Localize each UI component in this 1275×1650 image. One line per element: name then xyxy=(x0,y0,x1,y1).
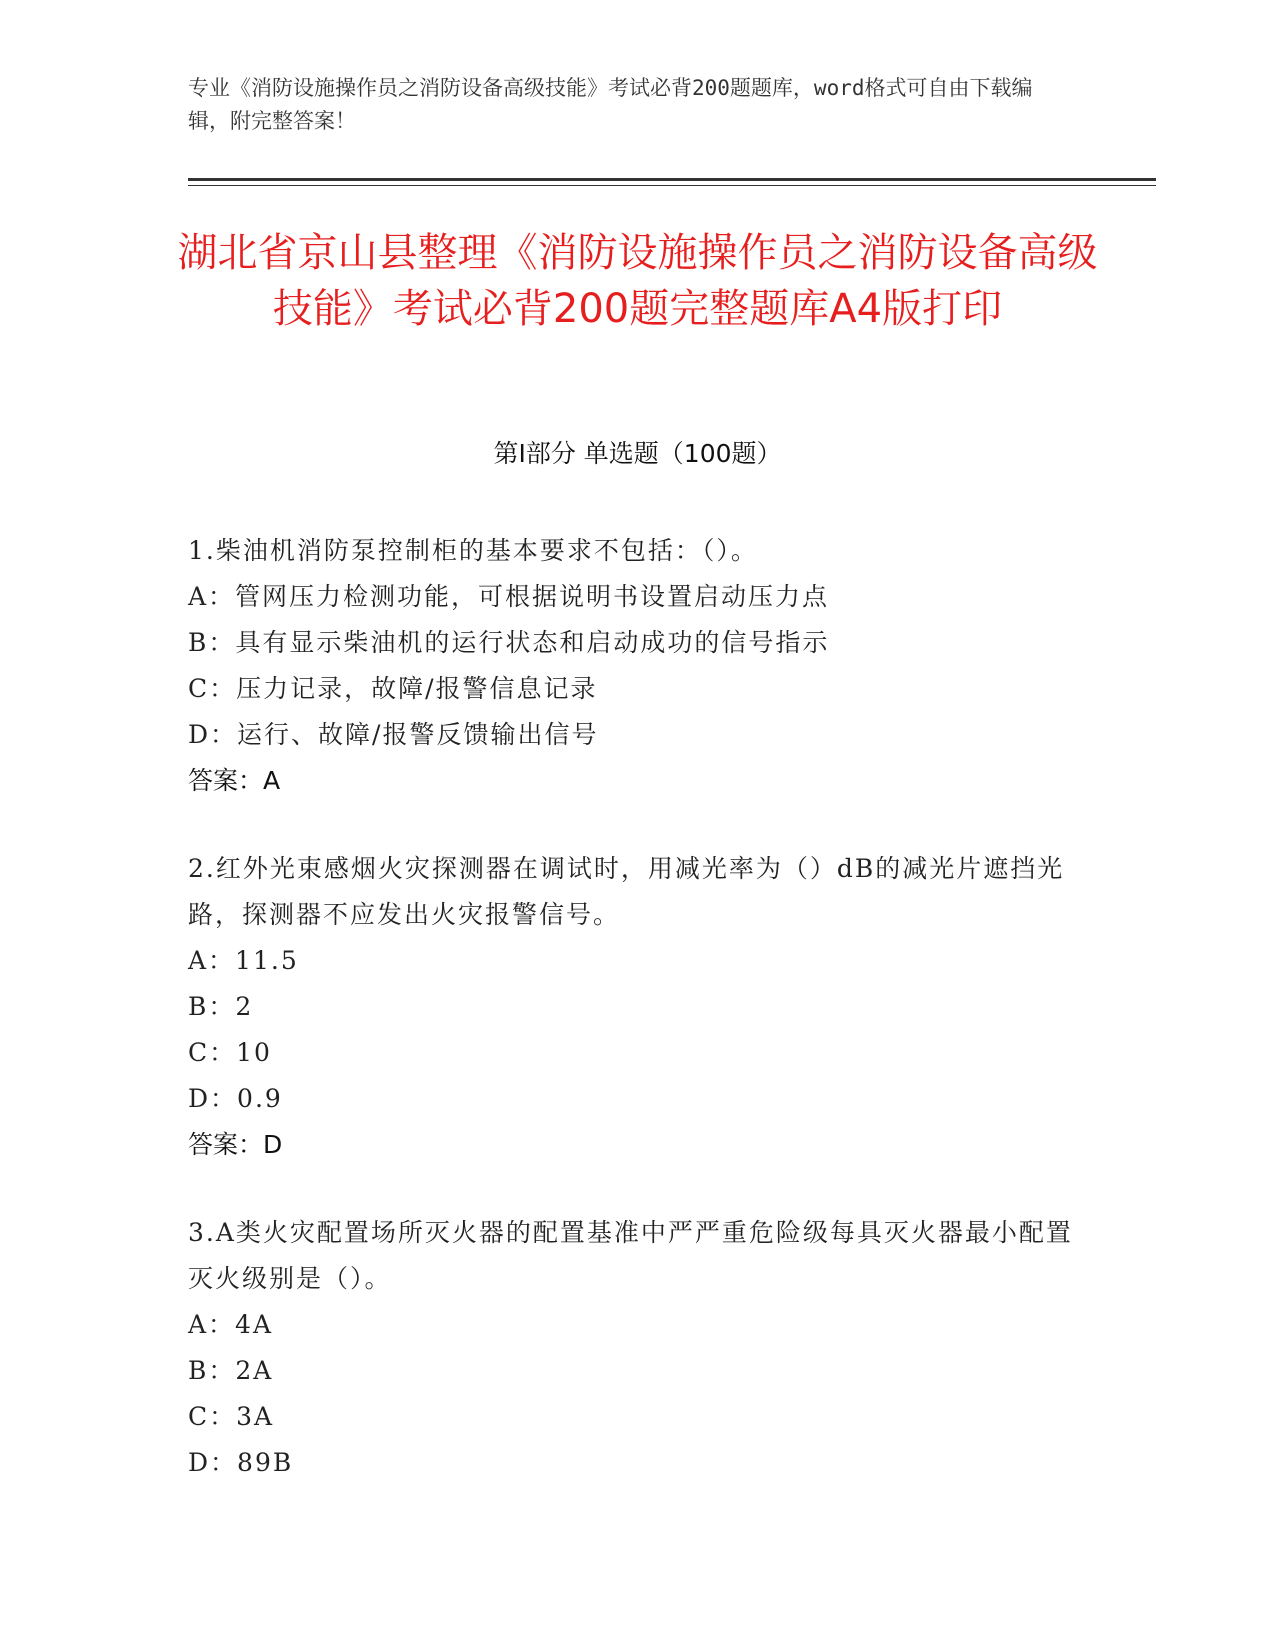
question-text: 3.A类火灾配置场所灭火器的配置基准中严严重危险级每具灭火器最小配置灭火级别是（）。 xyxy=(188,1218,1073,1293)
option-d: D：89B xyxy=(188,1448,294,1477)
section-title: 第Ⅰ部分 单选题（100题） xyxy=(493,439,782,468)
document-title: 湖北省京山县整理《消防设施操作员之消防设备高级技能》考试必背200题完整题库A4版打印 xyxy=(177,230,1098,332)
header-divider-thin xyxy=(188,185,1156,186)
option-c: C：压力记录，故障/报警信息记录 xyxy=(188,674,598,703)
option-a: A：管网压力检测功能，可根据说明书设置启动压力点 xyxy=(188,582,830,611)
question-block xyxy=(188,846,1088,1168)
answer-line: 答案：D xyxy=(188,1130,283,1159)
option-c: C：3A xyxy=(188,1402,275,1431)
option-b: B：2A xyxy=(188,1356,274,1385)
header-note: 专业《消防设施操作员之消防设备高级技能》考试必背200题题库，word格式可自由下载编辑，附完整答案！ xyxy=(188,76,1033,133)
question-text: 2.红外光束感烟火灾探测器在调试时，用减光率为（）dB的减光片遮挡光路，探测器不应发出火灾报警信号。 xyxy=(188,854,1065,929)
option-d: D：0.9 xyxy=(188,1084,283,1113)
question-block xyxy=(188,1210,1088,1486)
answer-line: 答案：A xyxy=(188,766,281,795)
option-a: A：11.5 xyxy=(188,946,299,975)
option-d: D：运行、故障/报警反馈输出信号 xyxy=(188,720,599,749)
option-b: B：2 xyxy=(188,992,254,1021)
question-text: 1.柴油机消防泵控制柜的基本要求不包括：（）。 xyxy=(188,536,758,565)
option-b: B：具有显示柴油机的运行状态和启动成功的信号指示 xyxy=(188,628,830,657)
question-block xyxy=(188,528,1088,804)
option-a: A：4A xyxy=(188,1310,274,1339)
option-c: C：10 xyxy=(188,1038,272,1067)
header-divider-thick xyxy=(188,178,1156,181)
